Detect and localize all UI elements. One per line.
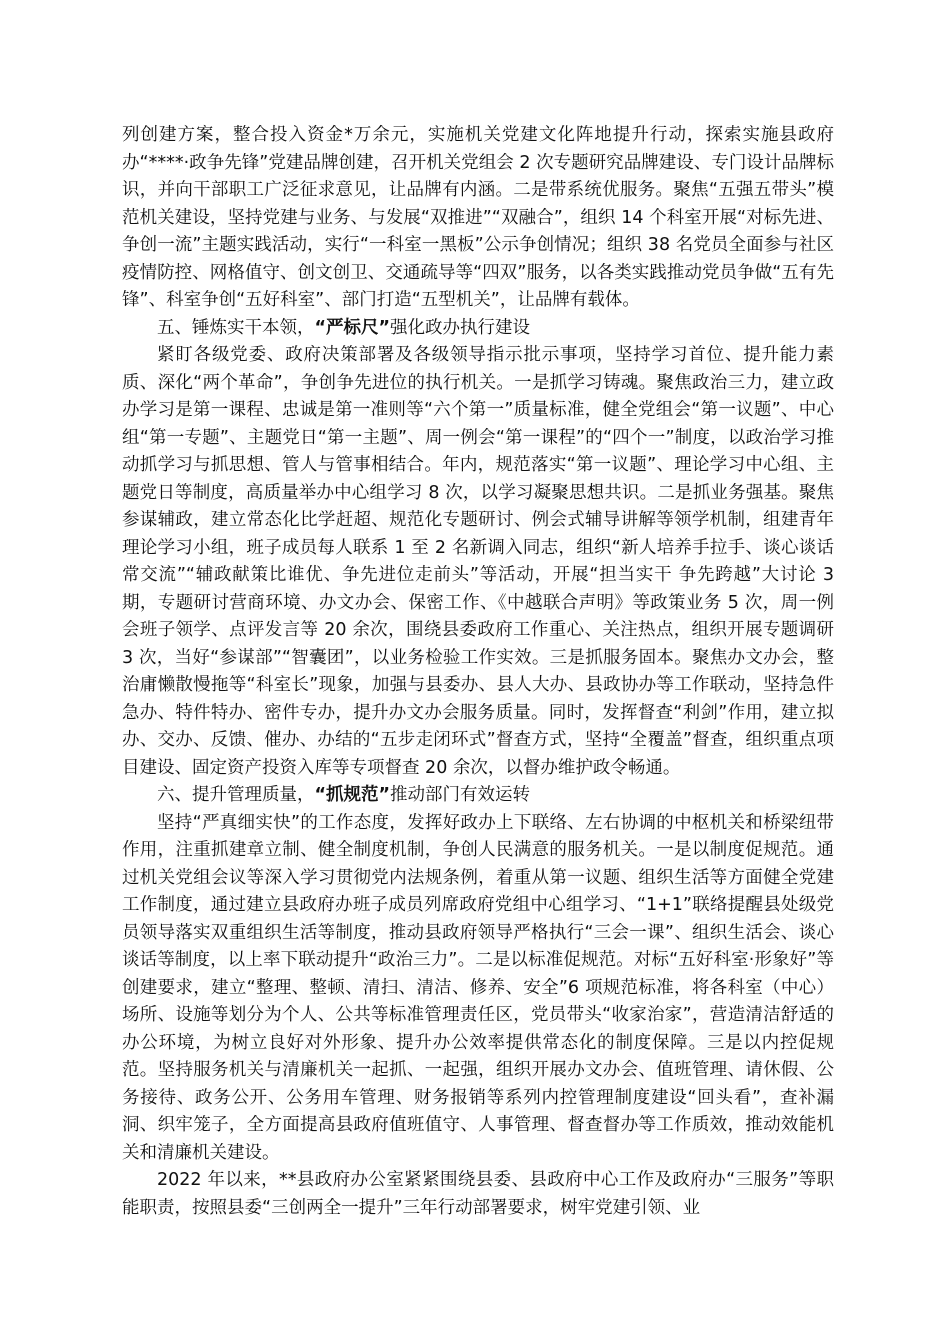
heading-5-prefix: 五、锤炼实干本领， [157, 317, 315, 338]
heading-6-prefix: 六、提升管理质量， [157, 785, 315, 805]
section-heading-5 [122, 315, 834, 343]
section-heading-6 [122, 782, 834, 810]
heading-6-bold: “抓规范” [314, 785, 391, 805]
paragraph-continued: 列创建方案，整合投入资金*万余元，实施机关党建文化阵地提升行动，探索实施县政府办“****·政争先锋”党建品牌创建，召开机关党组会 2 次专题研究品牌建设、专门设计品牌标识，并向干部职工广泛征求意见，让品牌有内涵。二是带系统优服务。聚焦“五强五带头”模范机关建设，坚持党建与业务、与发展“双推进”“双融合”，组织 14 个科室开展“对标先进、争创一流”主题实践活动，实行“一科室一黑板”公示争创情况；组织 38 名党员全面参与社区疫情防控、网格值守、创文创卫、交通疏导等“四双”服务，以各类实践推动党员争做“五有先锋”、科室争创“五好科室”、部门打造“五型机关”，让品牌有载体。 [122, 125, 834, 310]
heading-5-bold: “严标尺” [314, 317, 391, 338]
heading-6-suffix: 推动部门有效运转 [390, 785, 531, 805]
document-page [122, 122, 834, 1222]
heading-5-suffix: 强化政办执行建设 [390, 317, 531, 338]
paragraph-summary: 2022 年以来，**县政府办公室紧紧围绕县委、县政府中心工作及政府办“三服务”等职能职责，按照县委“三创两全一提升”三年行动部署要求，树牢党建引领、业 [122, 1170, 834, 1218]
paragraph-section-5: 紧盯各级党委、政府决策部署及各级领导指示批示事项，坚持学习首位、提升能力素质、深化“两个革命”，争创争先进位的执行机关。一是抓学习铸魂。聚焦政治三力，建立政办学习是第一课程、忠诚是第一准则等“六个第一”质量标准，健全党组会“第一议题”、中心组“第一专题”、主题党日“第一主题”、周一例会“第一课程”的“四个一”制度，以政治学习推动抓学习与抓思想、管人与管事相结合。年内，规范落实“第一议题”、理论学习中心组、主题党日等制度，高质量举办中心组学习 8 次，以学习凝聚思想共识。二是抓业务强基。聚焦参谋辅政，建立常态化比学赶超、规范化专题研讨、例会式辅导讲解等领学机制，组建青年理论学习小组，班子成员每人联系 1 至 2 名新调入同志，组织“新人培养手拉手、谈心谈话常交流”“辅政献策比谁优、争先进位走前头”等活动，开展“担当实干 争先跨越”大讨论 3 期，专题研讨营商环境、办文办会、保密工作、《中越联合声明》等政策业务 5 次，周一例会班子领学、点评发言等 20 余次，围绕县委政府工作重心、关注热点，组织开展专题调研 3 次，当好“参谋部”“智囊团”，以业务检验工作实效。三是抓服务固本。聚焦办文办会，整治庸懒散慢拖等“科室长”现象，加强与县委办、县人大办、县政协办等工作联动，坚持急件急办、特件特办、密件专办，提升办文办会服务质量。同时，发挥督查“利剑”作用，建立拟办、交办、反馈、催办、办结的“五步走闭环式”督查方式，坚持“全覆盖”督查，组织重点项目建设、固定资产投资入库等专项督查 20 余次，以督办维护政令畅通。 [122, 345, 834, 778]
paragraph-section-6: 坚持“严真细实快”的工作态度，发挥好政办上下联络、左右协调的中枢机关和桥梁纽带作用，注重抓建章立制、健全制度机制，争创人民满意的服务机关。一是以制度促规范。通过机关党组会议等深入学习贯彻党内法规条例，着重从第一议题、组织生活等方面健全党建工作制度，通过建立县政府办班子成员列席政府党组中心组学习、“1+1”联络提醒县处级党员领导落实双重组织生活等制度，推动县政府领导严格执行“三会一课”、组织生活会、谈心谈话等制度，以上率下联动提升“政治三力”。二是以标准促规范。对标“五好科室·形象好”等创建要求，建立“整理、整顿、清扫、清洁、修养、安全”6 项规范标准，将各科室（中心）场所、设施等划分为个人、公共等标准管理责任区，党员带头“收家治家”，营造清洁舒适的办公环境，为树立良好对外形象、提升办公效率提供常态化的制度保障。三是以内控促规范。坚持服务机关与清廉机关一起抓、一起强，组织开展办文办会、值班管理、请休假、公务接待、政务公开、公务用车管理、财务报销等系列内控管理制度建设“回头看”，查补漏洞、织牢笼子，全方面提高县政府值班值守、人事管理、督查督办等工作质效，推动效能机关和清廉机关建设。 [122, 812, 834, 1163]
